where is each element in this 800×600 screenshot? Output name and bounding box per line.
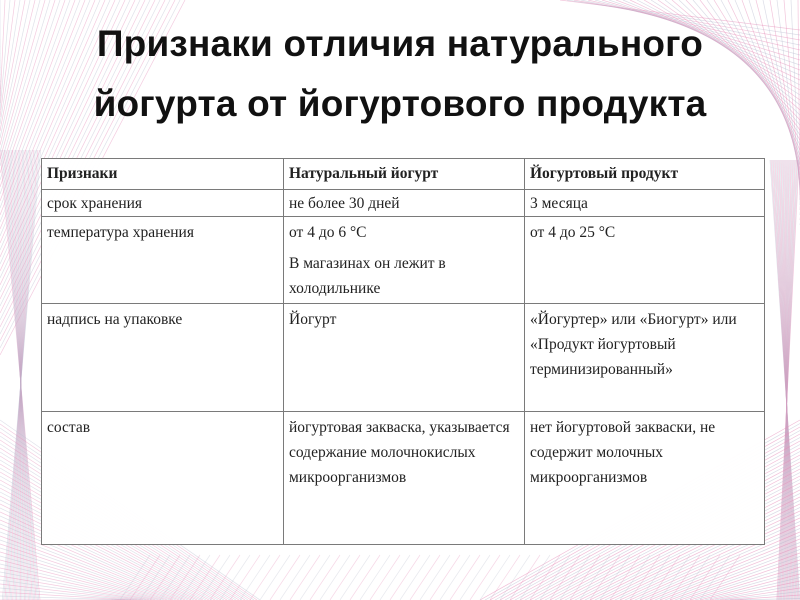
slide-title-line-1: Признаки отличия натурального [96,23,704,64]
table-row [42,190,765,217]
table-row [42,412,765,545]
cell-feature: надпись на упаковке [42,304,284,412]
header-natural-yogurt: Натуральный йогурт [284,159,525,190]
slide-title [0,14,800,134]
cell-text: от 4 до 25 °С [530,224,616,241]
cell-natural [284,190,525,217]
cell-natural [284,304,525,412]
slide-title-line-2: йогурта от йогуртового продукта [93,83,707,124]
header-features: Признаки [42,159,284,190]
cell-feature: состав [42,412,284,545]
cell-text: йогуртовая закваска, указывается содержание молочнокислых микроорганизмов [289,419,510,486]
cell-natural [284,412,525,545]
cell-text: не более 30 дней [289,195,400,212]
cell-text: В магазинах он лежит в холодильнике [289,255,446,297]
comparison-table [41,158,765,545]
cell-product [525,190,765,217]
cell-product [525,304,765,412]
cell-text: Йогурт [289,311,337,328]
cell-product [525,412,765,545]
table-row [42,217,765,304]
cell-text: нет йогуртовой закваски, не содержит молочных микроорганизмов [530,419,716,486]
cell-product [525,217,765,304]
cell-natural [284,217,525,304]
cell-feature: срок хранения [42,190,284,217]
cell-text: «Йогуртер» или «Биогурт» или «Продукт йогуртовый терминизированный» [530,311,737,378]
cell-feature: температура хранения [42,217,284,304]
table-row [42,304,765,412]
cell-text: 3 месяца [530,195,588,212]
table-header-row [42,159,765,190]
cell-text: от 4 до 6 °С [289,224,367,241]
header-yogurt-product: Йогуртовый продукт [525,159,765,190]
